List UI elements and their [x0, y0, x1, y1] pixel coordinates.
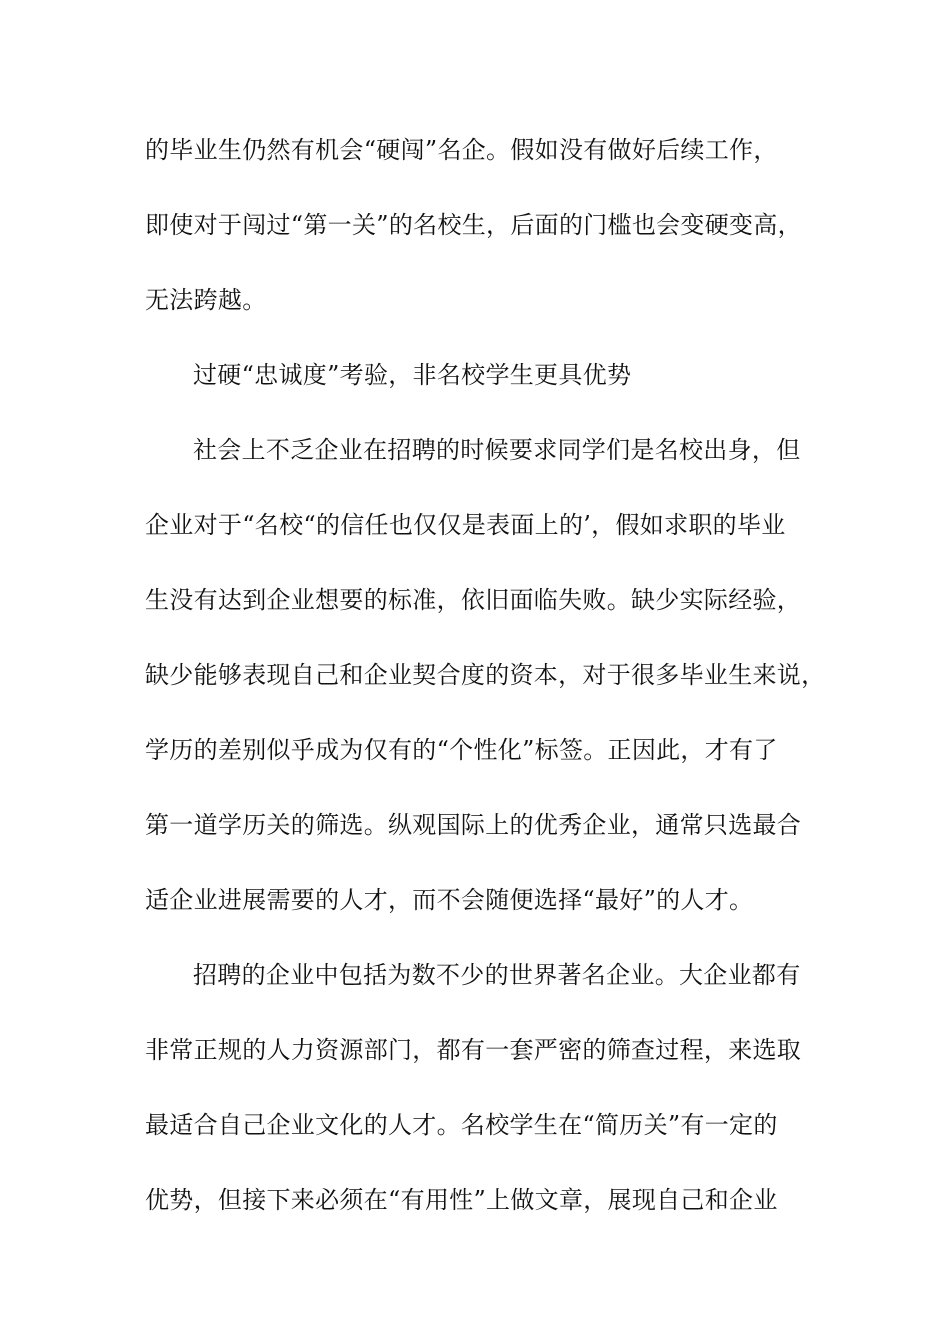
- paragraph-line: 学历的差别似乎成为仅有的“个性化”标签。正因此，才有了: [145, 736, 778, 764]
- paragraph-line: 第一道学历关的筛选。纵观国际上的优秀企业，通常只选最合: [145, 811, 802, 839]
- section-heading: 过硬“忠诚度”考验，非名校学生更具优势: [193, 361, 632, 389]
- paragraph-line: 生没有达到企业想要的标准，依旧面临失败。缺少实际经验，: [145, 586, 802, 614]
- paragraph-line: 无法跨越。: [145, 286, 267, 314]
- paragraph-line: 的毕业生仍然有机会“硬闯”名企。假如没有做好后续工作，: [145, 136, 778, 164]
- paragraph-line: 适企业进展需要的人才，而不会随便选择“最好”的人才。: [145, 886, 754, 914]
- paragraph-line: 优势，但接下来必须在“有用性”上做文章，展现自己和企业: [145, 1186, 778, 1214]
- paragraph-line: 企业对于“名校“的信任也仅仅是表面上的’，假如求职的毕业: [145, 511, 786, 539]
- paragraph-line: 最适合自己企业文化的人才。名校学生在“简历关”有一定的: [145, 1111, 778, 1139]
- paragraph-line: 即使对于闯过“第一关”的名校生，后面的门槛也会变硬变高，: [145, 211, 802, 239]
- paragraph-line: 非常正规的人力资源部门，都有一套严密的筛查过程，来选取: [145, 1036, 802, 1064]
- paragraph-line: 社会上不乏企业在招聘的时候要求同学们是名校出身，但: [193, 436, 801, 464]
- paragraph-line: 招聘的企业中包括为数不少的世界著名企业。大企业都有: [193, 961, 801, 989]
- paragraph-line: 缺少能够表现自己和企业契合度的资本，对于很多毕业生来说，: [145, 661, 826, 689]
